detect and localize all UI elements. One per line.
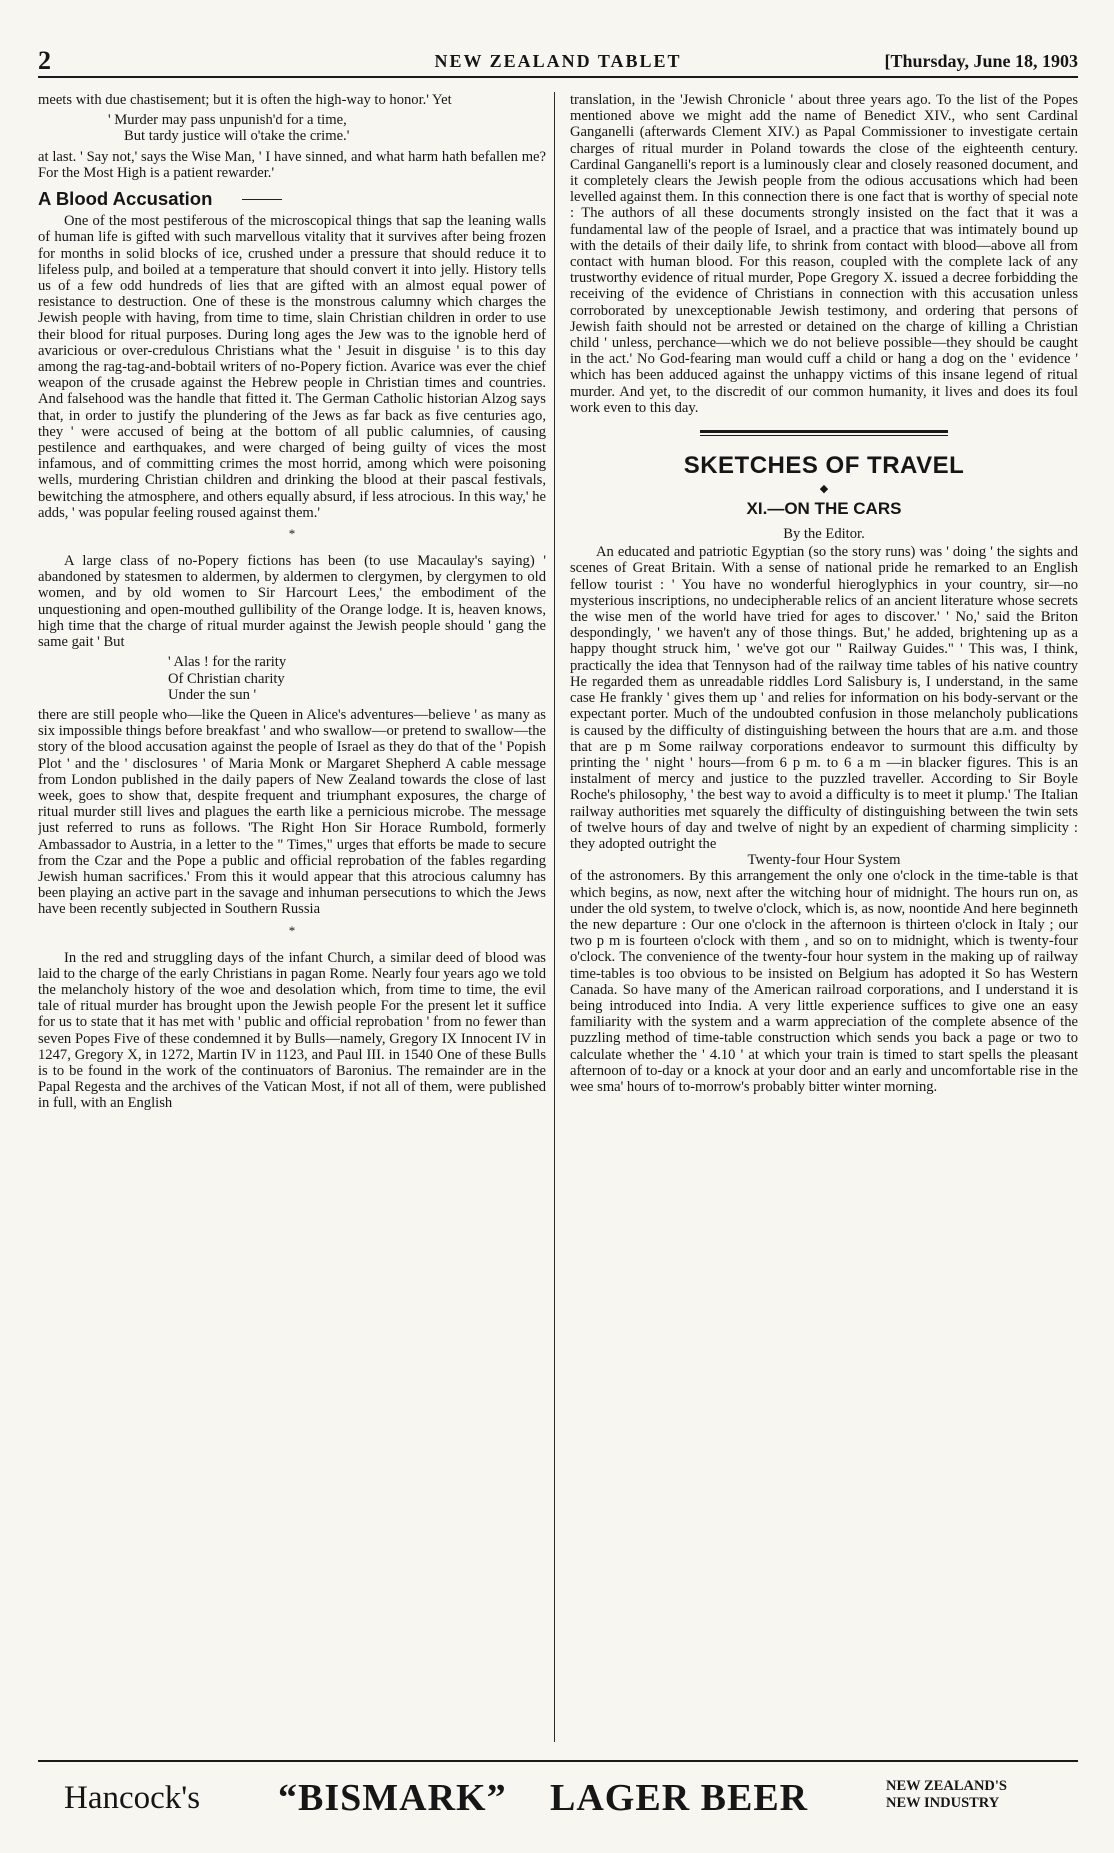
verse-line: ' Alas ! for the rarity: [168, 654, 287, 671]
article-paragraph: there are still people who—like the Queen in Alice's adventures—believe ' as many as six impossible things before breakfast ' and who swallow—or pretend to swallow—the story of the blood accusation against the people of Israel as they do that of the ' Popish Plot ' and the ' disclosures ' of Maria Monk or Margaret Shepherd A cable message from London published in the daily papers of New Zealand towards the close of last week, goes to show that, despite frequent and triumphant exposures, the charge of ritual murder still lives and plagues the earth like a pernicious microbe. The message just referred to runs as follows. 'The Right Hon Sir Horace Rumbold, formerly Ambassador to Austria, in a letter to the " Times," urges that efforts be made to secure from the Czar and the Pope a public and official reprobation of the fables regarding Jewish human sacrifices.' From this it would appear that this atrocious calumny has been playing an active part in the savage and inhuman persecutions to which the Jews have been recently subjected in Southern Russia: [38, 706, 546, 918]
verse-line: Under the sun ': [168, 686, 257, 703]
heading-rule: [242, 199, 282, 200]
article-paragraph: An educated and patriotic Egyptian (so the story runs) was ' doing ' the sights and scenes of Great Britain. With a sense of national pride he remarked to an English fellow tourist : ' You have no wonderful hieroglyphics in your country, sir—no mysterious inscriptions, no undecipherable relics of an ancient literature whose secrets the wise men of the world have tried for ages to discover.' ' No,' said the Briton despondingly, ' we haven't any of those things. But,' he added, brightening up as a happy thought struck him, ' we've got our " Railway Guides." ' This was, I think, practically the idea that Tennyson had of the railway time tables of his native country He regarded them as unreadable riddles Lord Salisbury is, I understand, in the same case He frankly ' gives them up ' and relies for information on his body-servant or the expectant porter. Much of the undoubted confusion in those melancholy publications is caused by the difficulty of distinguishing between the hours that are a.m. and those that are p m Some railway corporations endeavor to surmount this difficulty by printing the ' night ' hours—from 6 p m. to 6 a m —in blacker figures. This is an instalment of mercy and justice to the puzzled traveller. According to Sir Boyle Roche's philosophy, ' the best way to avoid a difficulty is to meet it plump.' The Italian railway authorities met squarely the difficulty of distinguishing between the twin sets of twelve hours of day and twelve of night by an expedient of charming simplicity : they adopted outright the: [570, 544, 1078, 852]
issue-date: [Thursday, June 18, 1903: [884, 51, 1078, 71]
section-heading: [38, 188, 546, 210]
section-heading-text: A Blood Accusation: [38, 188, 213, 210]
article-paragraph: One of the most pestiferous of the microscopical things that sap the leaning walls of human life is gifted with such marvellous vitality that it survives after being frozen for months in solid blocks of ice, crushed under a pressure that should reduce it to lifeless pulp, and boiled at a temperature that should convert it into jelly. History tells us of a few odd hundreds of lies that are gifted with an almost equal power of resistance to destruction. One of these is the monstrous calumny which charges the Jewish people with having, from time to time, slain Christian children in order to use their blood for ritual purposes. During long ages the Jew was to the ignoble herd of avaricious or over-credulous Christians what the ' Jesuit in disguise ' is to this day among the rag-tag-and-bobtail writers of no-Popery fiction. Avarice was ever the chief weapon of the crusade against the Hebrew people in Christian times and countries. And falsehood was the handle that fitted it. The German Catholic historian Alzog says that, in order to justify the plundering of the Jews as far back as five centuries ago, they ' were accused of being at the bottom of all public calumnies, of causing pestilence and earthquakes, and were charged of being guilty of vices the most infamous, and of committing crimes the most horrid, among which were poisoning wells, murdering Christian children and drinking the blood at their pascal festivals, bewitching the atmosphere, and others equally absurd, if less atrocious. In this way,' he adds, ' was popular feeling roused against them.': [38, 213, 546, 521]
article-paragraph: of the astronomers. By this arrangement the only one o'clock in the time-table is that which begins, as now, next after the witching hour of midnight. The hours run on, as under the old system, to twelve o'clock, which is, as now, noontide And here beginneth the new departure : Our one o'clock in the afternoon is thirteen o'clock in Italy ; our two p m is fourteen o'clock with them , and so on to midnight, which is twenty-four o'clock. The convenience of the twenty-four hour system in the making up of railway time-tables is too obvious to be insisted on Belgium has adopted it So has Western Canada. So have many of the American railroad corporations, and I understand it is being introduced into India. A very little experience suffices to give one an easy familiarity with the system and a warm appreciation of the complete absence of the puzzling method of time-table construction which sends you back a page or two to calculate whether the ' 4.10 ' at which your train is timed to start spells the pleasant afternoon of to-day or a knock at your door and an early and uncomfortable rise in the wee sma' hours of to-morrow's probably bitter winter morning.: [570, 868, 1078, 1095]
travel-heading: SKETCHES OF TRAVEL: [683, 452, 965, 480]
verse-line: But tardy justice will o'take the crime.': [124, 128, 350, 145]
verse-quote-2: [168, 654, 546, 703]
column-divider: [554, 92, 555, 1742]
travel-subheading: XI.—ON THE CARS: [746, 499, 902, 519]
article-paragraph: In the red and struggling days of the infant Church, a similar deed of blood was laid to the charge of the early Christians in pagan Rome. Nearly four years ago we told the melancholy history of the woe and desolation which, from time to time, the evil tale of ritual murder has brought upon the Jewish people For the present let it suffice for us to state that it has met with ' public and official reprobation ' from no fewer than seven Popes Five of these condemned it by Bulls—namely, Gregory IX Innocent IV in 1247, Gregory X, in 1272, Martin IV in 1123, and Paul III. in 1540 One of these Bulls is to be found in the work of the continuators of Baronius. The remainder are in the Papal Regesta and the archives of the Vatican Most, if not all of them, were published in full, with an English: [38, 949, 546, 1112]
ad-product: “BISMARK”: [278, 1777, 507, 1819]
footer-rule: [38, 1760, 1078, 1762]
article-paragraph: A large class of no-Popery fictions has been (to use Macaulay's saying) ' abandoned by statesmen to aldermen, by aldermen to clergymen, by clergymen to old women, and by old women to Sir Harcourt Lees,' the embodiment of the unquestioning and open-mouthed gullibility of the Orange lodge. It is, heaven knows, high time that the charge of ritual murder against the Jewish people should ' gang the same gait ' But: [38, 553, 546, 651]
ad-kind: LAGER BEER: [550, 1777, 809, 1819]
asterism-divider: *: [288, 922, 296, 938]
left-column: [38, 92, 546, 1752]
right-column: [570, 92, 1078, 1752]
verse-line: ' Murder may pass unpunish'd for a time,: [108, 112, 347, 129]
verse-line: Of Christian charity: [168, 670, 285, 687]
publication-title: NEW ZEALAND TABLET: [434, 51, 682, 71]
page-number: 2: [38, 46, 51, 75]
intro-paragraph-1: meets with due chastisement; but it is often the high-way to honor.' Yet: [38, 92, 452, 108]
diamond-ornament-icon: ◆: [819, 483, 829, 496]
section-rule-thick: [700, 430, 948, 433]
intro-paragraph-2: at last. ' Say not,' says the Wise Man, ' I have sinned, and what harm hath befallen me? For the Most High is a patient rewarder.': [38, 148, 546, 181]
section-rule-thin: [700, 435, 948, 436]
ad-tagline: [886, 1778, 1007, 1812]
article-paragraph: translation, in the 'Jewish Chronicle ' about three years ago. To the list of the Popes mentioned above we might add the name of Benedict XIV., who sent Cardinal Ganganelli (afterwards Clement XIV.) as Papal Commissioner to investigate certain charges of ritual murder in Poland towards the close of the eighteenth century. Cardinal Ganganelli's report is a luminously clear and closely reasoned document, and it completely clears the Jewish people from the odious accusations which had been levelled against them. In this connection there is one fact that is worthy of special note : The authors of all these documents strongly insisted on the fact that it was a fundamental law of the people of Israel, and a practice that was intimately bound up with the details of their daily life, to shrink from contact with blood—above all from contact with human blood. For this reason, coupled with the complete lack of any trustworthy evidence of ritual murder, Pope Gregory X. issued a decree forbidding the receiving of the evidence of Christians in connection with this accusation unless corroborated by unexceptionable Jewish testimony, and ordering that persons of Jewish faith should not be arrested or detained on the charge of killing a Christian child ' unless, perchance—which we do not believe possible—they should be caught in the act.' No God-fearing man would cuff a child or hang a dog on the ' evidence ' which has been adduced against the unhappy victims of this insane legend of ritual murder. And yet, to the discredit of our common humanity, it lives and does its foul work even to this day.: [570, 92, 1078, 416]
centered-subhead: Twenty-four Hour System: [747, 852, 901, 869]
ad-brand: Hancock's: [64, 1780, 201, 1816]
asterism-divider: *: [288, 526, 296, 542]
byline: By the Editor.: [783, 526, 865, 543]
ad-tagline-line: NEW INDUSTRY: [886, 1795, 1000, 1811]
verse-quote-1: [108, 112, 546, 144]
page-header: [38, 46, 1078, 78]
footer-advertisement: [38, 1768, 1078, 1828]
ad-tagline-line: NEW ZEALAND'S: [886, 1778, 1007, 1794]
